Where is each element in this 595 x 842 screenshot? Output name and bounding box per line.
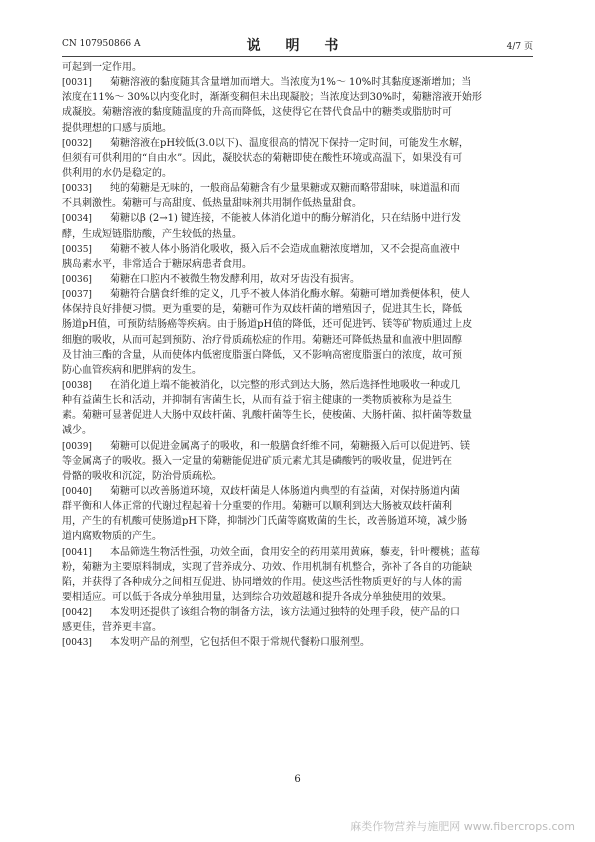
paragraph-number: [0037] (62, 290, 92, 301)
paragraph-number: [0038] (62, 380, 92, 391)
text-line (62, 90, 533, 105)
paragraph (62, 545, 533, 606)
text-line (62, 590, 533, 605)
line-text: 道内腐败物质的产生。 (62, 531, 162, 543)
text-line (62, 620, 533, 635)
line-text: 浓度在11%～ 30%以内变化时，渐渐变稠但未出现凝胶；当浓度达到30%时，菊糖溶液开始形 (62, 92, 482, 104)
line-text: 陷，并获得了各种成分之间相互促进、协同增效的作用。使这些活性物质更好的与人体的需 (62, 576, 462, 588)
text-line (62, 575, 533, 590)
text-line (62, 545, 533, 560)
text-line (62, 423, 533, 438)
text-line (62, 272, 533, 287)
paragraph-number: [0042] (62, 608, 92, 619)
watermark: 麻类作物营养与施肥网 www.fibercrops.com (350, 820, 575, 833)
text-line (62, 484, 533, 499)
text-line (62, 121, 533, 136)
page-info: 4/7 页 (506, 42, 533, 52)
text-line (62, 635, 533, 650)
text-line (62, 560, 533, 575)
text-line (62, 408, 533, 423)
text-line (62, 105, 533, 120)
paragraph (62, 242, 533, 272)
page-header (62, 35, 533, 55)
paragraph (62, 181, 533, 211)
line-text: 在消化道上端不能被消化，以完整的形式到达大肠，然后选择性地吸收一种或几 (110, 379, 460, 391)
line-text: 菊糖溶液的黏度随其含量增加而增大。当浓度为1%～ 10%时其黏度逐渐增加；当 (110, 77, 472, 89)
paragraph-number: [0043] (62, 638, 92, 649)
text-line (62, 529, 533, 544)
paragraph-number: [0039] (62, 441, 92, 452)
line-text: 本品筛选生物活性强，功效全面，食用安全的药用菜用黄麻，藜麦，针叶樱桃；蓝莓 (110, 546, 480, 558)
text-line (62, 439, 533, 454)
line-text: 菊糖以β (2→1) 键连接，不能被人体消化道中的酶分解消化，只在结肠中进行发 (110, 213, 462, 225)
line-text: 减少。 (62, 425, 92, 437)
paragraph (62, 439, 533, 484)
text-line (62, 151, 533, 166)
text-line (62, 393, 533, 408)
text-line (62, 348, 533, 363)
line-text: 菊糖可以改善肠道环境，双歧杆菌是人体肠道内典型的有益菌，对保持肠道内菌 (110, 485, 460, 497)
paragraph (62, 378, 533, 439)
line-text: 及甘油三酯的含量，从而使体内低密度脂蛋白降低，又不影响高密度脂蛋白的浓度，故可预 (62, 349, 462, 361)
line-text: 菊糖符合膳食纤维的定义，几乎不被人体消化酶水解。菊糖可增加粪便体积，使人 (110, 289, 470, 301)
line-text: 但须有可供利用的“自由水”。因此，凝胶状态的菊糖即使在酸性环境或高温下，如果没有可 (62, 152, 463, 164)
line-text: 成凝胶。菊糖溶液的黏度随温度的升高而降低，这使得它在替代食品中的糖类或脂肪时可 (62, 107, 452, 119)
paragraph (62, 60, 533, 75)
line-text: 菊糖可以促进金属离子的吸收，和一般膳食纤维不同，菊糖摄入后可以促进钙、镁 (110, 440, 470, 452)
text-line (62, 302, 533, 317)
line-text: 本发明还提供了该组合物的制备方法，该方法通过独特的处理手段，使产品的口 (110, 607, 460, 619)
text-line (62, 378, 533, 393)
document-title: 说 明 书 (246, 38, 349, 54)
paragraph (62, 605, 533, 635)
page-number: 6 (294, 774, 301, 785)
text-line (62, 242, 533, 257)
paragraph-number: [0040] (62, 486, 92, 497)
line-text: 本发明产品的剂型，它包括但不限于常规代餐粉口服剂型。 (110, 637, 370, 649)
text-line (62, 333, 533, 348)
paragraph (62, 287, 533, 378)
paragraph (62, 75, 533, 136)
paragraph-number: [0034] (62, 214, 92, 225)
paragraph-number: [0035] (62, 244, 92, 255)
text-line (62, 469, 533, 484)
text-line (62, 181, 533, 196)
text-line (62, 287, 533, 302)
document-number: CN 107950866 A (62, 39, 141, 49)
line-text: 纯的菊糖是无味的，一般商品菊糖含有少量果糖或双糖而略带甜味，味道温和而 (110, 183, 460, 195)
header-rule (62, 56, 533, 57)
text-line (62, 363, 533, 378)
text-line (62, 317, 533, 332)
paragraph (62, 635, 533, 650)
line-text: 菊糖不被人体小肠消化吸收，摄入后不会造成血糖浓度增加，又不会提高血液中 (110, 243, 460, 255)
line-text: 用，产生的有机酸可使肠道pH下降，抑制沙门氏菌等腐败菌的生长，改善肠道环境，减少肠 (62, 516, 468, 528)
line-text: 体保持良好排便习惯。更为重要的是，菊糖可作为双歧杆菌的增殖因子，促进其生长，降低 (62, 304, 462, 316)
text-line (62, 75, 533, 90)
line-text: 等金属离子的吸收。摄入一定量的菊糖能促进矿质元素尤其是磷酸钙的吸收量，促进钙在 (62, 455, 452, 467)
paragraph-number: [0033] (62, 184, 92, 195)
text-line (62, 227, 533, 242)
paragraph (62, 484, 533, 545)
line-text: 粉，菊糖为主要原料制成，实现了营养成分、功效、作用机制有机整合，弥补了各自的功能缺 (62, 561, 472, 573)
line-text: 胰岛素水平，非常适合于糖尿病患者食用。 (62, 258, 252, 270)
line-text: 种有益菌生长和活动，并抑制有害菌生长，从而有益于宿主健康的一类物质被称为是益生 (62, 395, 452, 407)
text-line (62, 60, 533, 75)
text-line (62, 499, 533, 514)
text-line (62, 196, 533, 211)
paragraph-number: [0031] (62, 78, 92, 89)
line-text: 感更佳，营养更丰富。 (62, 622, 162, 634)
text-line (62, 514, 533, 529)
line-text: 菊糖在口腔内不被微生物发酵利用，故对牙齿没有损害。 (110, 273, 360, 285)
line-text: 骨骼的吸收和沉淀，防治骨质疏松。 (62, 470, 222, 482)
line-text: 菊糖溶液在pH较低(3.0以下)、温度很高的情况下保持一定时间，可能发生水解， (110, 137, 469, 149)
line-text: 肠道pH值，可预防结肠癌等疾病。由于肠道pH值的降低，还可促进钙、镁等矿物质通过上皮 (62, 319, 473, 331)
paragraph-number: [0036] (62, 274, 92, 285)
line-text: 细胞的吸收，从而可起到预防、治疗骨质疏松症的作用。菊糖还可降低热量和血液中胆固醇 (62, 334, 462, 346)
text-line (62, 454, 533, 469)
line-text: 群平衡和人体正常的代谢过程起着十分重要的作用。菊糖可以顺利到达大肠被双歧杆菌利 (62, 501, 452, 513)
line-text: 可起到一定作用。 (62, 62, 142, 73)
paragraph (62, 272, 533, 287)
line-text: 不具刺激性。菊糖可与高甜度、低热量甜味剂共用制作低热量甜食。 (62, 198, 362, 210)
text-line (62, 257, 533, 272)
document-body (62, 60, 533, 650)
line-text: 要相适应。可以低于各成分单独用量，达到综合功效超越和提升各成分单独使用的效果。 (62, 591, 452, 603)
line-text: 防心血管疾病和肥胖病的发生。 (62, 364, 202, 376)
paragraph (62, 211, 533, 241)
paragraph-number: [0032] (62, 138, 92, 149)
text-line (62, 605, 533, 620)
text-line (62, 166, 533, 181)
paragraph-number: [0041] (62, 547, 92, 558)
text-line (62, 211, 533, 226)
paragraph (62, 136, 533, 181)
line-text: 素。菊糖可显著促进人大肠中双歧杆菌、乳酸杆菌等生长，使梭菌、大肠杆菌、拟杆菌等数量 (62, 410, 472, 422)
line-text: 供利用的水仍是稳定的。 (62, 167, 172, 179)
text-line (62, 136, 533, 151)
line-text: 酵，生成短链脂肪酸，产生较低的热量。 (62, 228, 242, 240)
line-text: 提供理想的口感与质地。 (62, 122, 172, 134)
